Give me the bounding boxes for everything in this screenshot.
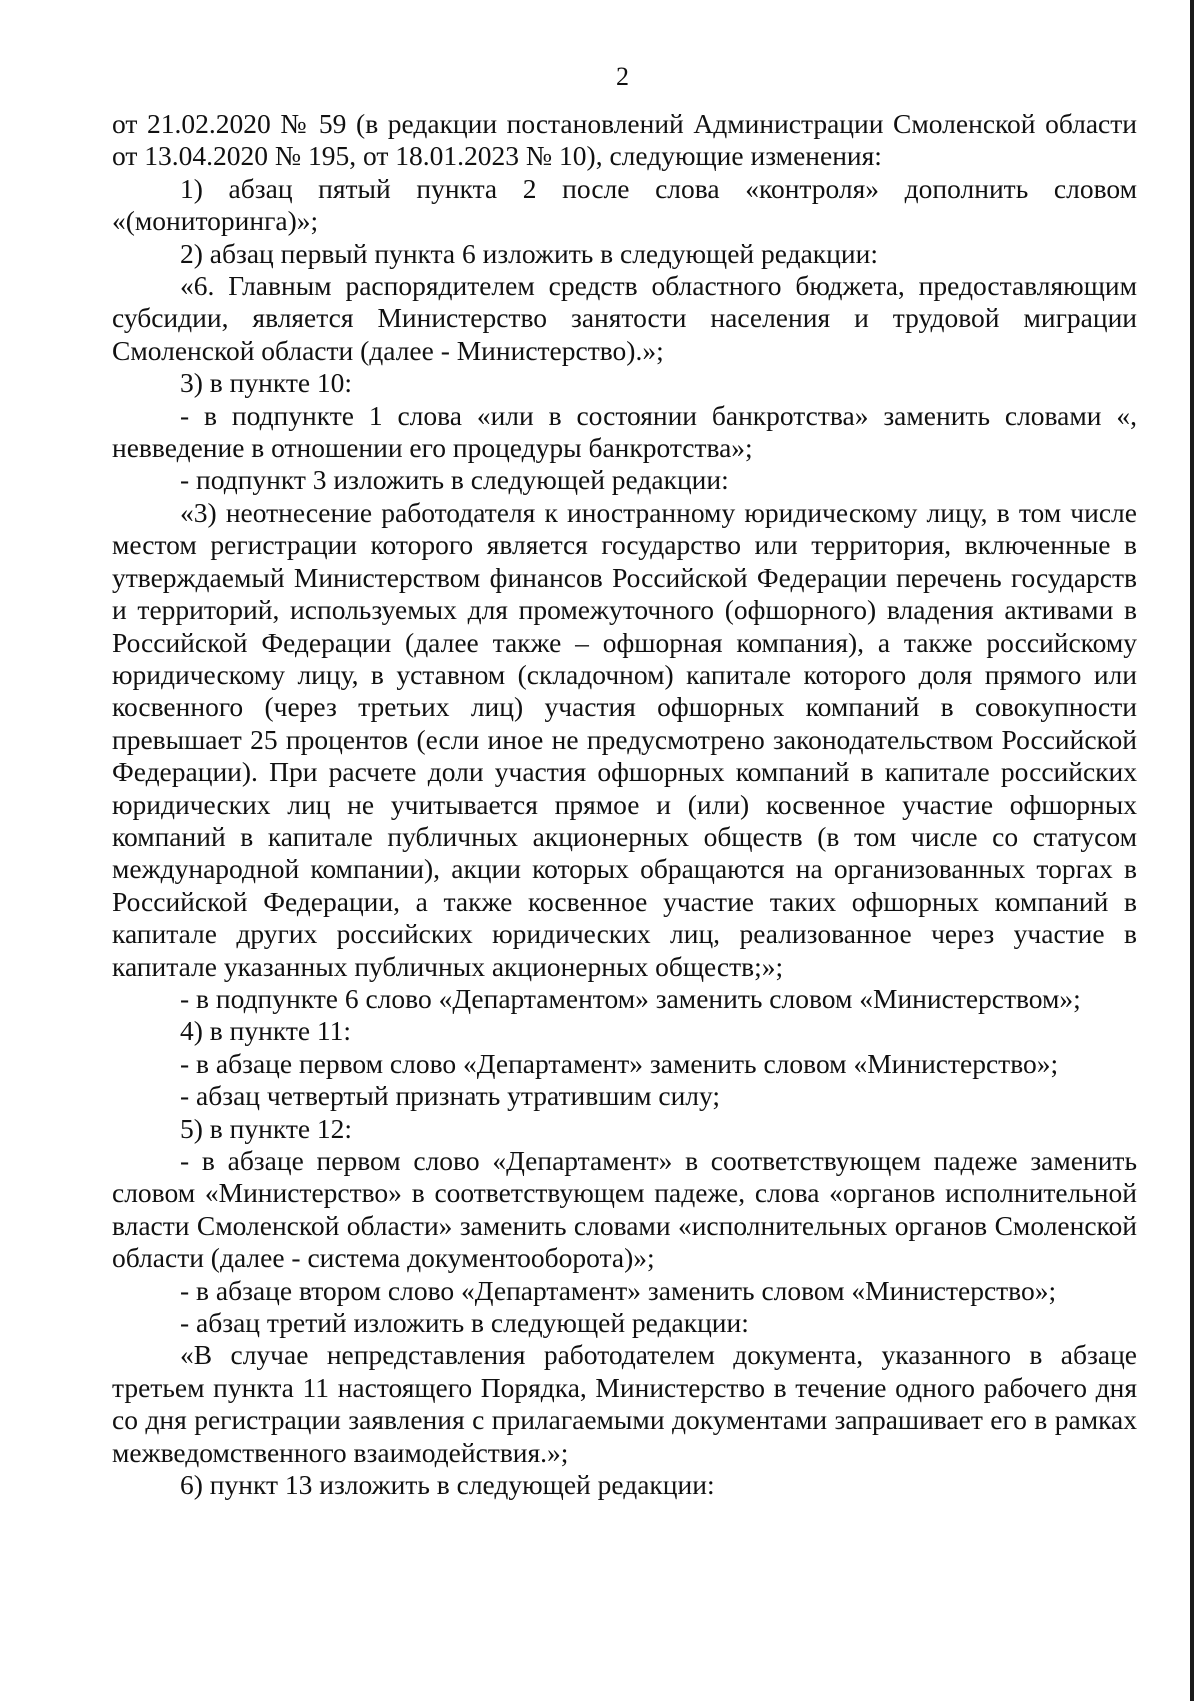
paragraph: «В случае непредставления работодателем документа, указанного в абзаце третьем пункта 11 настоящего Порядка, Министерство в течение одного рабочего дня со дня регистрации заявления с прилагаемыми документами запрашивает его в рамках межведомственного взаимодействия.»; — [112, 1339, 1137, 1468]
page-number: 2 — [616, 62, 629, 91]
paragraph: от 21.02.2020 № 59 (в редакции постановлений Администрации Смоленской области от 13.04.2020 № 195, от 18.01.2023 № 10), следующие изменения: — [112, 108, 1137, 172]
paragraph: - в подпункте 1 слова «или в состоянии банкротства» заменить словами «, невведение в отношении его процедуры банкротства»; — [112, 399, 1137, 464]
paragraph: 4) в пункте 11: — [180, 1015, 352, 1047]
paragraph: - в подпункте 6 слово «Департаментом» заменить словом «Министерством»; — [180, 982, 1081, 1014]
paragraph: - в абзаце первом слово «Департамент» заменить словом «Министерство»; — [180, 1047, 1059, 1079]
scan-edge-border — [1190, 0, 1194, 1701]
paragraph: - в абзаце первом слово «Департамент» в соответствующем падеже заменить словом «Министерство» в соответствующем падеже, слова «органов исполнительной власти Смоленской области» заменить словами «исполнительных органов Смоленской области (далее - система документооборота)»; — [112, 1145, 1137, 1274]
paragraph: 5) в пункте 12: — [180, 1112, 353, 1144]
paragraph: «3) неотнесение работодателя к иностранному юридическому лицу, в том числе местом регистрации которого является государство или территория, включенные в утверждаемый Министерством финансов Российской Федерации перечень государств и территорий, используемых для промежуточного (офшорного) владения активами в Российской Федерации (далее также – офшорная компания), а также российскому юридическому лицу, в уставном (складочном) капитале которого доля прямого или косвенного (через третьих лиц) участия офшорных компаний в совокупности превышает 25 процентов (если иное не предусмотрено законодательством Российской Федерации). При расчете доли участия офшорных компаний в капитале российских юридических лиц не учитывается прямое и (или) косвенное участие офшорных компаний в капитале публичных акционерных обществ (в том числе со статусом международной компании), акции которых обращаются на организованных торгах в Российской Федерации, а также косвенное участие таких офшорных компаний в капитале других российских юридических лиц, реализованное через участие в капитале указанных публичных акционерных обществ;»; — [112, 496, 1137, 982]
paragraph: «6. Главным распорядителем средств областного бюджета, предоставляющим субсидии, является Министерство занятости населения и трудовой миграции Смоленской области (далее - Министерство).»; — [112, 270, 1137, 366]
paragraph: - подпункт 3 изложить в следующей редакции: — [180, 464, 729, 496]
paragraph: 2) абзац первый пункта 6 изложить в следующей редакции: — [180, 237, 878, 269]
paragraph: 1) абзац пятый пункта 2 после слова «контроля» дополнить словом «(мониторинга)»; — [112, 172, 1137, 237]
paragraph: - абзац четвертый признать утратившим силу; — [180, 1080, 721, 1112]
document-body — [112, 108, 1137, 1501]
paragraph: - в абзаце втором слово «Департамент» заменить словом «Министерство»; — [180, 1274, 1057, 1306]
paragraph: - абзац третий изложить в следующей редакции: — [180, 1307, 749, 1339]
paragraph: 6) пункт 13 изложить в следующей редакции: — [180, 1469, 715, 1501]
paragraph: 3) в пункте 10: — [180, 367, 353, 399]
